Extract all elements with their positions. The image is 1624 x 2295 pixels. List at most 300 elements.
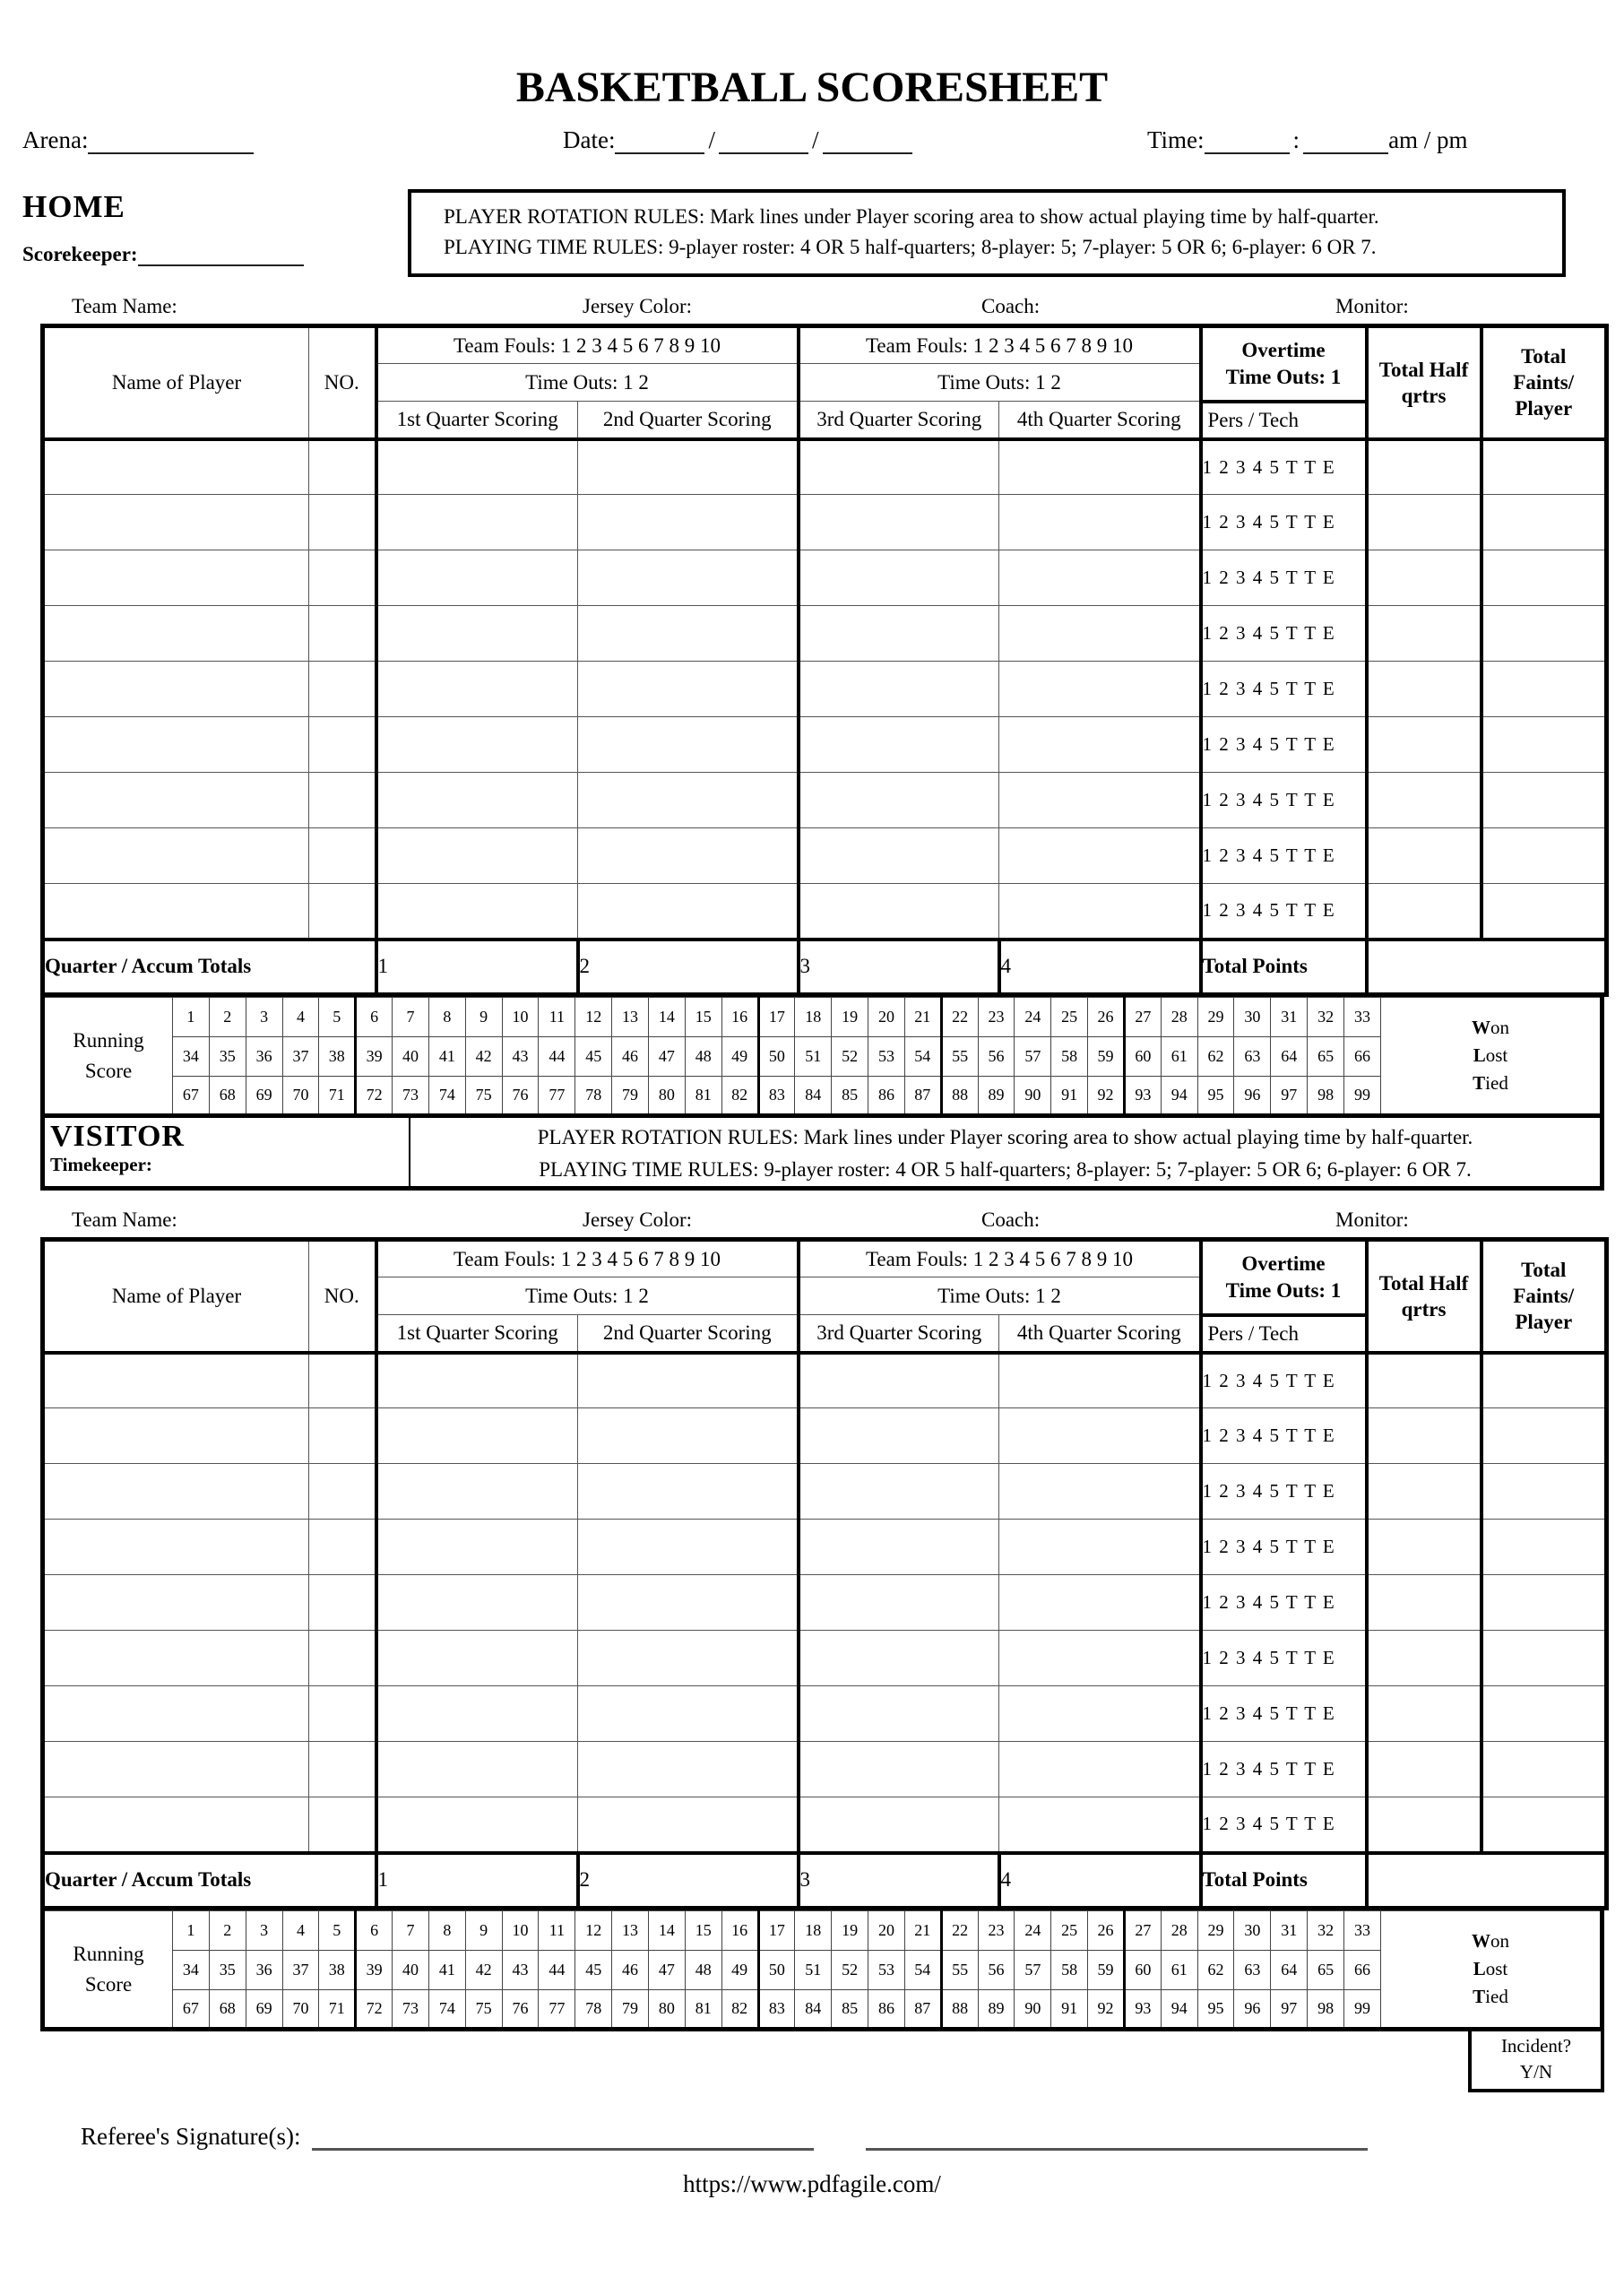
q4-scoring-cell[interactable]: [999, 828, 1201, 884]
q4-scoring-cell[interactable]: [999, 1464, 1201, 1520]
running-score-49[interactable]: 49: [721, 1951, 758, 1990]
q3-scoring-cell[interactable]: [799, 717, 999, 773]
q4-scoring-cell[interactable]: [999, 717, 1201, 773]
running-score-94[interactable]: 94: [1161, 1990, 1197, 2030]
pers-tech-foul-cell[interactable]: 1 2 3 4 5 T T E: [1201, 717, 1367, 773]
running-score-65[interactable]: 65: [1308, 1951, 1344, 1990]
running-score-95[interactable]: 95: [1197, 1990, 1234, 2030]
q4-scoring-cell[interactable]: [999, 550, 1201, 606]
running-score-87[interactable]: 87: [904, 1077, 941, 1116]
q1-scoring-cell[interactable]: [376, 1686, 578, 1742]
running-score-82[interactable]: 82: [721, 1990, 758, 2030]
running-score-98[interactable]: 98: [1308, 1990, 1344, 2030]
running-score-38[interactable]: 38: [319, 1951, 356, 1990]
running-score-59[interactable]: 59: [1088, 1951, 1125, 1990]
running-score-84[interactable]: 84: [795, 1077, 832, 1116]
running-score-57[interactable]: 57: [1015, 1951, 1051, 1990]
q2-scoring-cell[interactable]: [578, 1631, 799, 1686]
running-score-84[interactable]: 84: [795, 1990, 832, 2030]
q2-scoring-cell[interactable]: [578, 606, 799, 662]
pers-tech-foul-cell[interactable]: 1 2 3 4 5 T T E: [1201, 1742, 1367, 1797]
q2-scoring-cell[interactable]: [578, 717, 799, 773]
q1-scoring-cell[interactable]: [376, 1520, 578, 1575]
totals-q4-cell[interactable]: 4: [999, 940, 1201, 995]
running-score-15[interactable]: 15: [685, 998, 721, 1037]
running-score-16[interactable]: 16: [721, 998, 758, 1037]
total-half-qrtrs-cell[interactable]: [1367, 1686, 1481, 1742]
running-score-39[interactable]: 39: [356, 1951, 393, 1990]
player-name-cell[interactable]: [43, 1686, 309, 1742]
running-score-33[interactable]: 33: [1344, 998, 1381, 1037]
running-score-89[interactable]: 89: [978, 1077, 1015, 1116]
running-score-22[interactable]: 22: [941, 998, 978, 1037]
player-number-cell[interactable]: [309, 495, 376, 550]
running-score-77[interactable]: 77: [539, 1990, 575, 2030]
running-score-31[interactable]: 31: [1271, 1911, 1308, 1951]
pers-tech-foul-cell[interactable]: 1 2 3 4 5 T T E: [1201, 1353, 1367, 1408]
q1-scoring-cell[interactable]: [376, 773, 578, 828]
total-faints-cell[interactable]: [1481, 1686, 1607, 1742]
running-score-10[interactable]: 10: [502, 1911, 539, 1951]
running-score-35[interactable]: 35: [209, 1951, 246, 1990]
q3-scoring-cell[interactable]: [799, 1575, 999, 1631]
running-score-82[interactable]: 82: [721, 1077, 758, 1116]
running-score-63[interactable]: 63: [1234, 1037, 1271, 1077]
q2-scoring-cell[interactable]: [578, 828, 799, 884]
running-score-44[interactable]: 44: [539, 1037, 575, 1077]
running-score-25[interactable]: 25: [1051, 1911, 1088, 1951]
pers-tech-foul-cell[interactable]: 1 2 3 4 5 T T E: [1201, 1520, 1367, 1575]
pers-tech-foul-cell[interactable]: 1 2 3 4 5 T T E: [1201, 1631, 1367, 1686]
total-half-qrtrs-cell[interactable]: [1367, 1408, 1481, 1464]
player-name-cell[interactable]: [43, 439, 309, 495]
running-score-70[interactable]: 70: [282, 1077, 319, 1116]
running-score-66[interactable]: 66: [1344, 1037, 1381, 1077]
running-score-94[interactable]: 94: [1161, 1077, 1197, 1116]
q4-scoring-cell[interactable]: [999, 1353, 1201, 1408]
scorekeeper-input-blank[interactable]: [138, 239, 304, 266]
incident-yn[interactable]: Y/N: [1519, 2061, 1553, 2083]
running-score-83[interactable]: 83: [758, 1990, 795, 2030]
running-score-33[interactable]: 33: [1344, 1911, 1381, 1951]
q1-scoring-cell[interactable]: [376, 717, 578, 773]
q2-scoring-cell[interactable]: [578, 1686, 799, 1742]
running-score-48[interactable]: 48: [685, 1951, 721, 1990]
running-score-78[interactable]: 78: [575, 1077, 612, 1116]
player-name-cell[interactable]: [43, 1408, 309, 1464]
player-number-cell[interactable]: [309, 884, 376, 940]
running-score-17[interactable]: 17: [758, 998, 795, 1037]
running-score-86[interactable]: 86: [868, 1990, 905, 2030]
total-faints-cell[interactable]: [1481, 606, 1607, 662]
running-score-91[interactable]: 91: [1051, 1077, 1088, 1116]
player-name-cell[interactable]: [43, 884, 309, 940]
running-score-71[interactable]: 71: [319, 1077, 356, 1116]
total-faints-cell[interactable]: [1481, 439, 1607, 495]
player-name-cell[interactable]: [43, 662, 309, 717]
running-score-11[interactable]: 11: [539, 998, 575, 1037]
result-tied[interactable]: Tied: [1473, 1072, 1508, 1094]
running-score-88[interactable]: 88: [941, 1990, 978, 2030]
running-score-34[interactable]: 34: [173, 1951, 210, 1990]
running-score-1[interactable]: 1: [173, 998, 210, 1037]
running-score-99[interactable]: 99: [1344, 1077, 1381, 1116]
running-score-81[interactable]: 81: [685, 1077, 721, 1116]
running-score-52[interactable]: 52: [832, 1037, 868, 1077]
q1-scoring-cell[interactable]: [376, 1797, 578, 1853]
running-score-38[interactable]: 38: [319, 1037, 356, 1077]
total-faints-cell[interactable]: [1481, 828, 1607, 884]
running-score-41[interactable]: 41: [428, 1951, 465, 1990]
player-number-cell[interactable]: [309, 550, 376, 606]
player-number-cell[interactable]: [309, 1631, 376, 1686]
q1-scoring-cell[interactable]: [376, 884, 578, 940]
running-score-39[interactable]: 39: [356, 1037, 393, 1077]
running-score-68[interactable]: 68: [209, 1077, 246, 1116]
q4-scoring-cell[interactable]: [999, 606, 1201, 662]
running-score-26[interactable]: 26: [1088, 998, 1125, 1037]
running-score-72[interactable]: 72: [356, 1990, 393, 2030]
q1-scoring-cell[interactable]: [376, 1464, 578, 1520]
q2-scoring-cell[interactable]: [578, 495, 799, 550]
result-tied[interactable]: Tied: [1473, 1986, 1508, 2007]
q2-scoring-cell[interactable]: [578, 662, 799, 717]
running-score-79[interactable]: 79: [612, 1990, 649, 2030]
pers-tech-foul-cell[interactable]: 1 2 3 4 5 T T E: [1201, 773, 1367, 828]
running-score-78[interactable]: 78: [575, 1990, 612, 2030]
player-number-cell[interactable]: [309, 1797, 376, 1853]
total-faints-cell[interactable]: [1481, 550, 1607, 606]
running-score-5[interactable]: 5: [319, 1911, 356, 1951]
total-half-qrtrs-cell[interactable]: [1367, 773, 1481, 828]
player-name-cell[interactable]: [43, 1464, 309, 1520]
total-half-qrtrs-cell[interactable]: [1367, 1797, 1481, 1853]
q4-scoring-cell[interactable]: [999, 773, 1201, 828]
pers-tech-foul-cell[interactable]: 1 2 3 4 5 T T E: [1201, 439, 1367, 495]
player-name-cell[interactable]: [43, 1742, 309, 1797]
running-score-77[interactable]: 77: [539, 1077, 575, 1116]
player-number-cell[interactable]: [309, 1520, 376, 1575]
running-score-92[interactable]: 92: [1088, 1077, 1125, 1116]
running-score-30[interactable]: 30: [1234, 998, 1271, 1037]
running-score-91[interactable]: 91: [1051, 1990, 1088, 2030]
running-score-64[interactable]: 64: [1271, 1951, 1308, 1990]
running-score-3[interactable]: 3: [246, 998, 282, 1037]
player-number-cell[interactable]: [309, 1742, 376, 1797]
q3-scoring-cell[interactable]: [799, 439, 999, 495]
total-half-qrtrs-cell[interactable]: [1367, 1464, 1481, 1520]
running-score-51[interactable]: 51: [795, 1951, 832, 1990]
player-name-cell[interactable]: [43, 1797, 309, 1853]
running-score-11[interactable]: 11: [539, 1911, 575, 1951]
running-score-20[interactable]: 20: [868, 1911, 905, 1951]
running-score-21[interactable]: 21: [904, 998, 941, 1037]
running-score-20[interactable]: 20: [868, 998, 905, 1037]
running-score-32[interactable]: 32: [1308, 1911, 1344, 1951]
q3-scoring-cell[interactable]: [799, 1686, 999, 1742]
running-score-83[interactable]: 83: [758, 1077, 795, 1116]
running-score-2[interactable]: 2: [209, 998, 246, 1037]
running-score-56[interactable]: 56: [978, 1951, 1015, 1990]
running-score-67[interactable]: 67: [173, 1077, 210, 1116]
running-score-86[interactable]: 86: [868, 1077, 905, 1116]
running-score-3[interactable]: 3: [246, 1911, 282, 1951]
running-score-93[interactable]: 93: [1124, 1077, 1161, 1116]
q3-scoring-cell[interactable]: [799, 1631, 999, 1686]
q1-scoring-cell[interactable]: [376, 1742, 578, 1797]
player-name-cell[interactable]: [43, 1353, 309, 1408]
total-half-qrtrs-cell[interactable]: [1367, 606, 1481, 662]
running-score-64[interactable]: 64: [1271, 1037, 1308, 1077]
running-score-46[interactable]: 46: [612, 1951, 649, 1990]
total-faints-cell[interactable]: [1481, 717, 1607, 773]
running-score-76[interactable]: 76: [502, 1077, 539, 1116]
running-score-29[interactable]: 29: [1197, 998, 1234, 1037]
running-score-52[interactable]: 52: [832, 1951, 868, 1990]
q2-scoring-cell[interactable]: [578, 550, 799, 606]
q2-scoring-cell[interactable]: [578, 1742, 799, 1797]
date-day-blank[interactable]: [719, 127, 808, 154]
running-score-68[interactable]: 68: [209, 1990, 246, 2030]
player-name-cell[interactable]: [43, 606, 309, 662]
running-score-43[interactable]: 43: [502, 1951, 539, 1990]
total-faints-cell[interactable]: [1481, 1575, 1607, 1631]
time-minute-blank[interactable]: [1303, 127, 1388, 154]
running-score-98[interactable]: 98: [1308, 1077, 1344, 1116]
running-score-12[interactable]: 12: [575, 998, 612, 1037]
total-faints-cell[interactable]: [1481, 1408, 1607, 1464]
player-number-cell[interactable]: [309, 1464, 376, 1520]
player-number-cell[interactable]: [309, 1353, 376, 1408]
player-name-cell[interactable]: [43, 773, 309, 828]
running-score-55[interactable]: 55: [941, 1037, 978, 1077]
player-number-cell[interactable]: [309, 1408, 376, 1464]
q3-scoring-cell[interactable]: [799, 1520, 999, 1575]
running-score-53[interactable]: 53: [868, 1037, 905, 1077]
q1-scoring-cell[interactable]: [376, 1353, 578, 1408]
q4-scoring-cell[interactable]: [999, 1686, 1201, 1742]
running-score-8[interactable]: 8: [428, 998, 465, 1037]
pers-tech-foul-cell[interactable]: 1 2 3 4 5 T T E: [1201, 662, 1367, 717]
running-score-37[interactable]: 37: [282, 1037, 319, 1077]
running-score-24[interactable]: 24: [1015, 998, 1051, 1037]
q4-scoring-cell[interactable]: [999, 1575, 1201, 1631]
total-half-qrtrs-cell[interactable]: [1367, 884, 1481, 940]
running-score-19[interactable]: 19: [832, 1911, 868, 1951]
total-half-qrtrs-cell[interactable]: [1367, 439, 1481, 495]
q1-scoring-cell[interactable]: [376, 606, 578, 662]
running-score-87[interactable]: 87: [904, 1990, 941, 2030]
pers-tech-foul-cell[interactable]: 1 2 3 4 5 T T E: [1201, 1408, 1367, 1464]
running-score-10[interactable]: 10: [502, 998, 539, 1037]
total-half-qrtrs-cell[interactable]: [1367, 1353, 1481, 1408]
running-score-18[interactable]: 18: [795, 998, 832, 1037]
totals-q2-cell[interactable]: 2: [578, 1853, 799, 1909]
q3-scoring-cell[interactable]: [799, 662, 999, 717]
running-score-54[interactable]: 54: [904, 1037, 941, 1077]
q1-scoring-cell[interactable]: [376, 1631, 578, 1686]
total-half-qrtrs-cell[interactable]: [1367, 1631, 1481, 1686]
running-score-88[interactable]: 88: [941, 1077, 978, 1116]
running-score-69[interactable]: 69: [246, 1077, 282, 1116]
referee-signature-line-2[interactable]: [866, 2126, 1368, 2151]
running-score-65[interactable]: 65: [1308, 1037, 1344, 1077]
total-half-qrtrs-cell[interactable]: [1367, 1575, 1481, 1631]
running-score-41[interactable]: 41: [428, 1037, 465, 1077]
running-score-36[interactable]: 36: [246, 1037, 282, 1077]
q4-scoring-cell[interactable]: [999, 495, 1201, 550]
result-lost[interactable]: Lost: [1473, 1044, 1508, 1066]
running-score-92[interactable]: 92: [1088, 1990, 1125, 2030]
running-score-6[interactable]: 6: [356, 1911, 393, 1951]
total-half-qrtrs-cell[interactable]: [1367, 495, 1481, 550]
q2-scoring-cell[interactable]: [578, 884, 799, 940]
pers-tech-foul-cell[interactable]: 1 2 3 4 5 T T E: [1201, 1686, 1367, 1742]
running-score-70[interactable]: 70: [282, 1990, 319, 2030]
player-number-cell[interactable]: [309, 828, 376, 884]
player-name-cell[interactable]: [43, 1520, 309, 1575]
total-half-qrtrs-cell[interactable]: [1367, 828, 1481, 884]
site-url-link[interactable]: https://www.pdfagile.com/: [683, 2170, 941, 2197]
q1-scoring-cell[interactable]: [376, 1408, 578, 1464]
running-score-28[interactable]: 28: [1161, 998, 1197, 1037]
running-score-61[interactable]: 61: [1161, 1037, 1197, 1077]
running-score-48[interactable]: 48: [685, 1037, 721, 1077]
total-faints-cell[interactable]: [1481, 1353, 1607, 1408]
running-score-32[interactable]: 32: [1308, 998, 1344, 1037]
player-number-cell[interactable]: [309, 662, 376, 717]
q2-scoring-cell[interactable]: [578, 1464, 799, 1520]
running-score-7[interactable]: 7: [393, 998, 429, 1037]
player-number-cell[interactable]: [309, 1686, 376, 1742]
running-score-85[interactable]: 85: [832, 1077, 868, 1116]
running-score-35[interactable]: 35: [209, 1037, 246, 1077]
running-score-54[interactable]: 54: [904, 1951, 941, 1990]
player-name-cell[interactable]: [43, 495, 309, 550]
running-score-71[interactable]: 71: [319, 1990, 356, 2030]
running-score-42[interactable]: 42: [465, 1037, 502, 1077]
running-score-23[interactable]: 23: [978, 1911, 1015, 1951]
running-score-13[interactable]: 13: [612, 1911, 649, 1951]
total-faints-cell[interactable]: [1481, 884, 1607, 940]
running-score-7[interactable]: 7: [393, 1911, 429, 1951]
running-score-55[interactable]: 55: [941, 1951, 978, 1990]
running-score-80[interactable]: 80: [648, 1077, 685, 1116]
q3-scoring-cell[interactable]: [799, 884, 999, 940]
running-score-90[interactable]: 90: [1015, 1077, 1051, 1116]
running-score-43[interactable]: 43: [502, 1037, 539, 1077]
running-score-97[interactable]: 97: [1271, 1077, 1308, 1116]
running-score-40[interactable]: 40: [393, 1037, 429, 1077]
totals-q2-cell[interactable]: 2: [578, 940, 799, 995]
running-score-4[interactable]: 4: [282, 998, 319, 1037]
q4-scoring-cell[interactable]: [999, 1797, 1201, 1853]
running-score-72[interactable]: 72: [356, 1077, 393, 1116]
q2-scoring-cell[interactable]: [578, 1797, 799, 1853]
running-score-85[interactable]: 85: [832, 1990, 868, 2030]
running-score-62[interactable]: 62: [1197, 1037, 1234, 1077]
q3-scoring-cell[interactable]: [799, 1797, 999, 1853]
running-score-67[interactable]: 67: [173, 1990, 210, 2030]
totals-q4-cell[interactable]: 4: [999, 1853, 1201, 1909]
q3-scoring-cell[interactable]: [799, 606, 999, 662]
pers-tech-foul-cell[interactable]: 1 2 3 4 5 T T E: [1201, 1575, 1367, 1631]
q2-scoring-cell[interactable]: [578, 1353, 799, 1408]
player-number-cell[interactable]: [309, 439, 376, 495]
q1-scoring-cell[interactable]: [376, 439, 578, 495]
total-half-qrtrs-cell[interactable]: [1367, 550, 1481, 606]
totals-q3-cell[interactable]: 3: [799, 1853, 999, 1909]
arena-input-blank[interactable]: [88, 127, 254, 154]
total-half-qrtrs-cell[interactable]: [1367, 662, 1481, 717]
total-faints-cell[interactable]: [1481, 1520, 1607, 1575]
running-score-56[interactable]: 56: [978, 1037, 1015, 1077]
pers-tech-foul-cell[interactable]: 1 2 3 4 5 T T E: [1201, 495, 1367, 550]
running-score-30[interactable]: 30: [1234, 1911, 1271, 1951]
running-score-8[interactable]: 8: [428, 1911, 465, 1951]
q4-scoring-cell[interactable]: [999, 1408, 1201, 1464]
running-score-5[interactable]: 5: [319, 998, 356, 1037]
running-score-95[interactable]: 95: [1197, 1077, 1234, 1116]
total-faints-cell[interactable]: [1481, 1464, 1607, 1520]
running-score-44[interactable]: 44: [539, 1951, 575, 1990]
running-score-16[interactable]: 16: [721, 1911, 758, 1951]
running-score-79[interactable]: 79: [612, 1077, 649, 1116]
running-score-21[interactable]: 21: [904, 1911, 941, 1951]
running-score-57[interactable]: 57: [1015, 1037, 1051, 1077]
running-score-1[interactable]: 1: [173, 1911, 210, 1951]
running-score-14[interactable]: 14: [648, 1911, 685, 1951]
running-score-2[interactable]: 2: [209, 1911, 246, 1951]
running-score-63[interactable]: 63: [1234, 1951, 1271, 1990]
totals-q1-cell[interactable]: 1: [376, 940, 578, 995]
player-name-cell[interactable]: [43, 717, 309, 773]
q3-scoring-cell[interactable]: [799, 773, 999, 828]
total-points-value-cell[interactable]: [1367, 940, 1607, 995]
running-score-29[interactable]: 29: [1197, 1911, 1234, 1951]
player-name-cell[interactable]: [43, 828, 309, 884]
player-number-cell[interactable]: [309, 717, 376, 773]
running-score-99[interactable]: 99: [1344, 1990, 1381, 2030]
pers-tech-foul-cell[interactable]: 1 2 3 4 5 T T E: [1201, 606, 1367, 662]
q1-scoring-cell[interactable]: [376, 1575, 578, 1631]
q4-scoring-cell[interactable]: [999, 662, 1201, 717]
running-score-76[interactable]: 76: [502, 1990, 539, 2030]
running-score-12[interactable]: 12: [575, 1911, 612, 1951]
running-score-93[interactable]: 93: [1124, 1990, 1161, 2030]
running-score-31[interactable]: 31: [1271, 998, 1308, 1037]
q2-scoring-cell[interactable]: [578, 773, 799, 828]
q2-scoring-cell[interactable]: [578, 439, 799, 495]
q1-scoring-cell[interactable]: [376, 662, 578, 717]
q2-scoring-cell[interactable]: [578, 1575, 799, 1631]
am-pm-label[interactable]: am / pm: [1388, 126, 1468, 153]
total-faints-cell[interactable]: [1481, 773, 1607, 828]
running-score-97[interactable]: 97: [1271, 1990, 1308, 2030]
running-score-45[interactable]: 45: [575, 1037, 612, 1077]
running-score-59[interactable]: 59: [1088, 1037, 1125, 1077]
q3-scoring-cell[interactable]: [799, 828, 999, 884]
running-score-49[interactable]: 49: [721, 1037, 758, 1077]
pers-tech-foul-cell[interactable]: 1 2 3 4 5 T T E: [1201, 1797, 1367, 1853]
player-number-cell[interactable]: [309, 773, 376, 828]
running-score-26[interactable]: 26: [1088, 1911, 1125, 1951]
totals-q1-cell[interactable]: 1: [376, 1853, 578, 1909]
q4-scoring-cell[interactable]: [999, 1631, 1201, 1686]
running-score-47[interactable]: 47: [648, 1951, 685, 1990]
pers-tech-foul-cell[interactable]: 1 2 3 4 5 T T E: [1201, 550, 1367, 606]
q1-scoring-cell[interactable]: [376, 495, 578, 550]
